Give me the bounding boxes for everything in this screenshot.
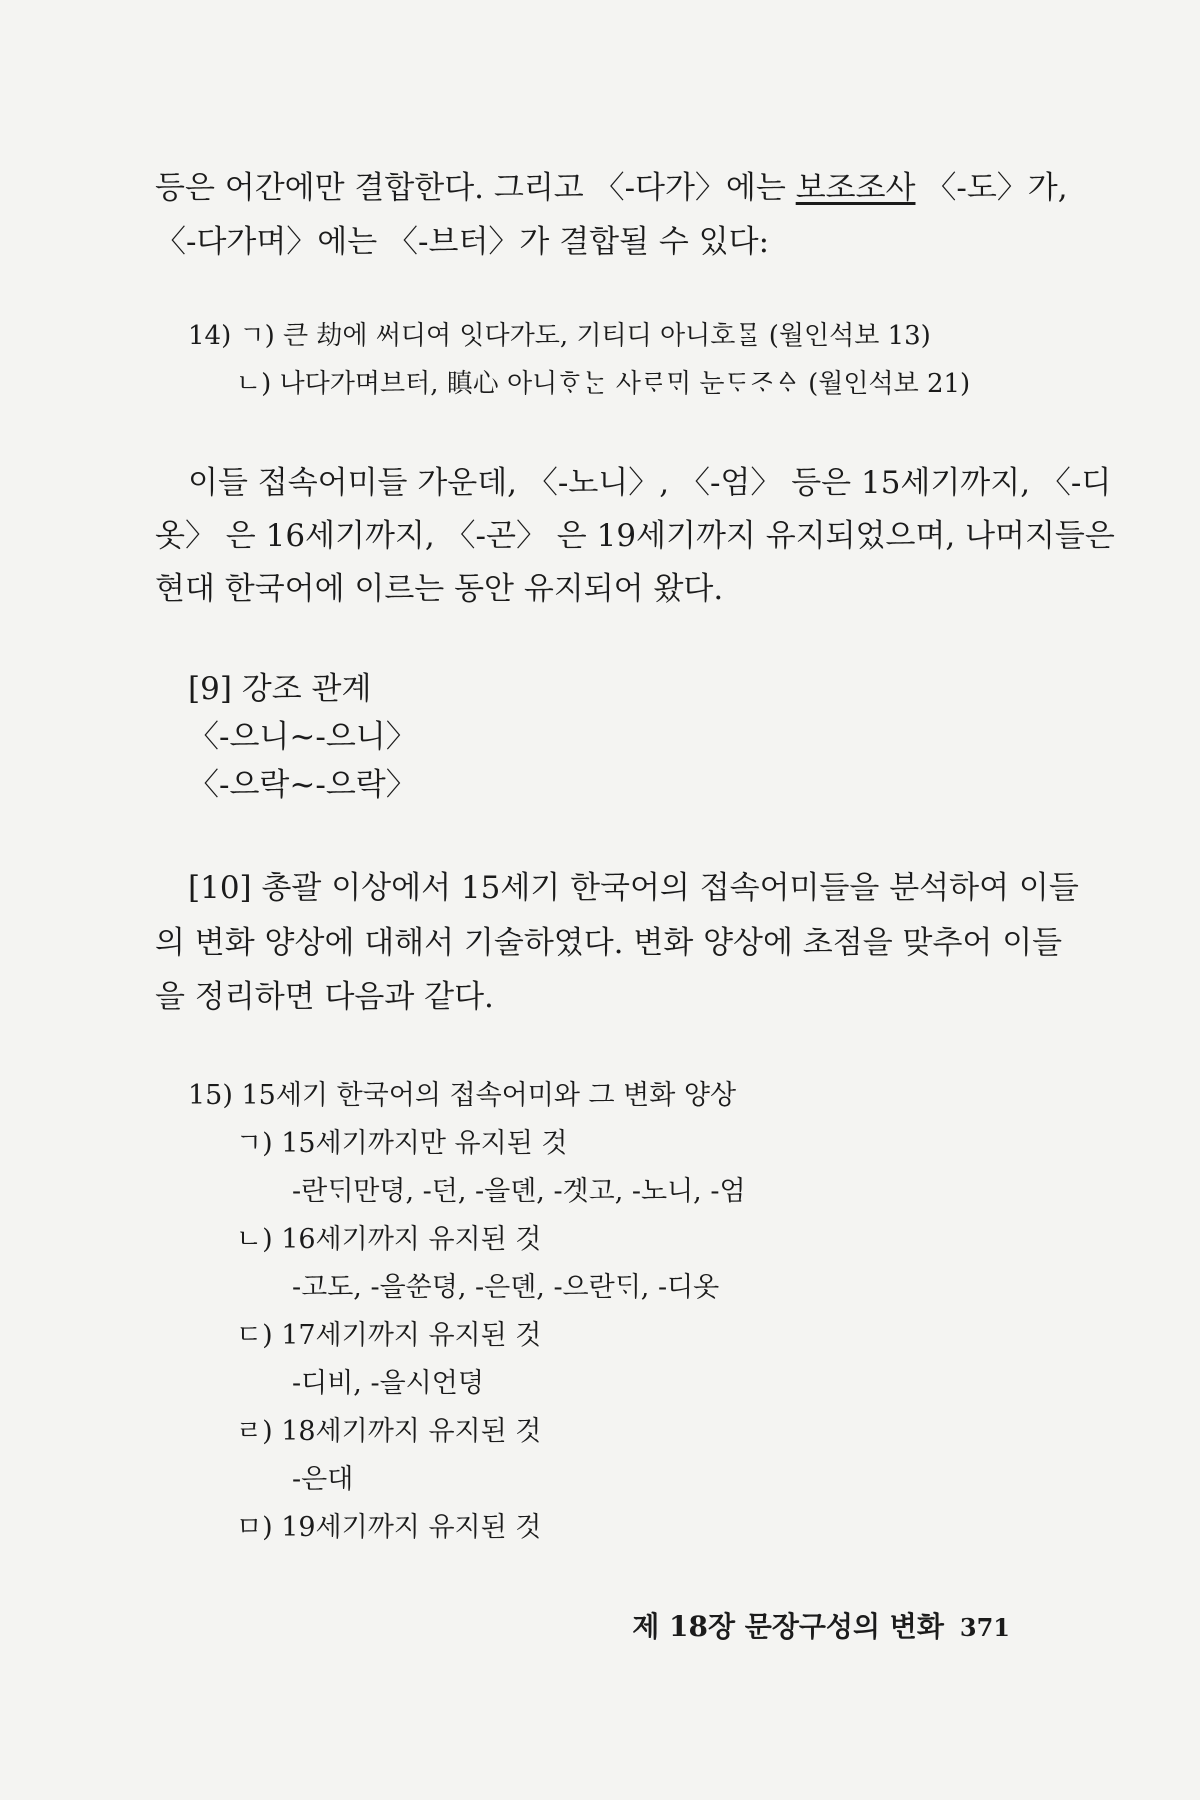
paragraph-line: 현대 한국어에 이르는 동안 유지되어 왔다. — [155, 571, 724, 607]
emphasis-item: 〈-으니~-으니〉 — [188, 719, 417, 755]
example-14a: 14) ㄱ) 큰 劫에 써디여 잇다가도, 기티디 아니호ᄆᆞᆯ (월인석보 13) — [188, 321, 931, 351]
paragraph-line — [155, 168, 1068, 208]
running-footer — [632, 1605, 1010, 1645]
list-item-forms: -고도, -을쑨뎡, -은뎬, -으란ᄃᆡ, -디옷 — [292, 1272, 720, 1303]
example-14b: ㄴ) 나다가며브터, 瞋心 아니ᄒᆞᄂᆞᆫ 사ᄅᆞᄆᆡ 눈ᄃᆞᄌᆞᅀᆞ (월인석보 21) — [236, 369, 971, 399]
paragraph-line: 〈-다가며〉에는 〈-브터〉가 결합될 수 있다: — [155, 224, 770, 260]
page-number: 371 — [959, 1613, 1010, 1642]
text-run: 〈-도〉가, — [915, 170, 1068, 206]
chapter-title: 제 18장 문장구성의 변화 — [632, 1610, 944, 1643]
list-item-forms: -디비, -을시언뎡 — [292, 1368, 484, 1399]
text-run: 등은 어간에만 결합한다. 그리고 〈-다가〉에는 — [155, 170, 796, 206]
list-item-label: ㄹ) 18세기까지 유지된 것 — [236, 1416, 542, 1447]
list-item-label: ㄱ) 15세기까지만 유지된 것 — [236, 1128, 568, 1159]
paragraph-line: 을 정리하면 다음과 같다. — [155, 979, 494, 1015]
list-item-label: ㄴ) 16세기까지 유지된 것 — [236, 1224, 542, 1255]
section-heading-10: [10] 총괄 이상에서 15세기 한국어의 접속어미들을 분석하여 이들 — [188, 870, 1079, 906]
list-item-forms: -은대 — [292, 1464, 354, 1495]
list-item-label: ㅁ) 19세기까지 유지된 것 — [236, 1512, 542, 1543]
list-item-label: ㄷ) 17세기까지 유지된 것 — [236, 1320, 542, 1351]
paragraph-line: 옷〉 은 16세기까지, 〈-곤〉 은 19세기까지 유지되었으며, 나머지들은 — [155, 518, 1115, 554]
underlined-term: 보조조사 — [795, 170, 916, 206]
emphasis-item: 〈-으락~-으락〉 — [188, 767, 417, 803]
paragraph-line: 이들 접속어미들 가운데, 〈-노니〉, 〈-엄〉 등은 15세기까지, 〈-디 — [188, 465, 1112, 501]
section-heading-9: [9] 강조 관계 — [188, 671, 372, 707]
example-15-title: 15) 15세기 한국어의 접속어미와 그 변화 양상 — [188, 1080, 737, 1111]
list-item-forms: -란ᄃᆡ만뎡, -던, -을뎬, -겟고, -노니, -엄 — [292, 1176, 746, 1207]
paragraph-line: 의 변화 양상에 대해서 기술하였다. 변화 양상에 초점을 맞추어 이들 — [155, 925, 1063, 961]
